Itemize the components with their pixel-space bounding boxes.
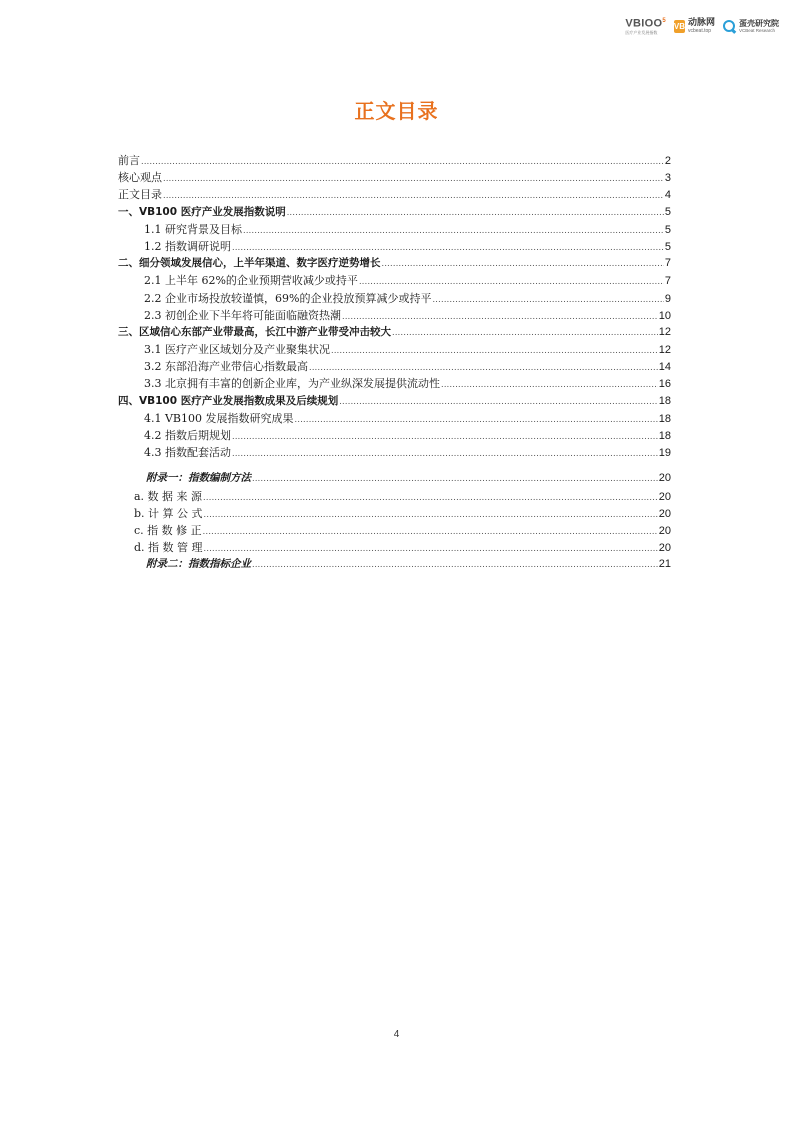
research-logo: [723, 20, 779, 34]
toc-leader-dots: [232, 428, 658, 445]
toc-entry[interactable]: [118, 204, 671, 221]
toc-entry-page: 20: [658, 542, 671, 555]
toc-leader-dots: [295, 411, 658, 428]
magnifier-icon: [723, 20, 735, 32]
toc-entry-label: c. 指 数 修 正: [134, 523, 202, 537]
toc-entry-label: 3.1 医疗产业区域划分及产业聚集状况: [144, 343, 330, 357]
toc-leader-dots: [339, 393, 658, 410]
toc-entry-page: 7: [664, 257, 671, 270]
toc-entry-label: b. 计 算 公 式: [134, 506, 203, 520]
toc-entry-label: 附录一：指数编制方法: [146, 472, 251, 485]
vb100-logo: [625, 18, 666, 35]
vb100-logo-text: VBIOO$^5$: [625, 17, 666, 30]
toc-leader-dots: [163, 170, 664, 187]
toc-entry-label: 前言: [118, 154, 140, 167]
toc-entry-page: 20: [658, 507, 671, 520]
toc-entry-page: 16: [658, 378, 671, 391]
toc-entry[interactable]: [118, 169, 671, 186]
toc-entry-page: 12: [658, 344, 671, 357]
toc-leader-dots: [331, 342, 658, 359]
toc-entry-page: 21: [658, 558, 671, 571]
toc-leader-dots: [204, 506, 658, 523]
toc-entry-label: 4.2 指数后期规划: [144, 429, 231, 442]
toc-entry[interactable]: [118, 152, 671, 169]
toc-entry-label: 4.3 指数配套活动: [144, 446, 231, 460]
toc-entry-label: 1.2 指数调研说明: [144, 239, 231, 253]
toc-entry-page: 5: [664, 240, 671, 253]
toc-entry-label: 附录二：指数指标企业: [146, 558, 251, 571]
toc-entry-label: 正文目录: [118, 188, 162, 202]
toc-entry-page: 14: [658, 361, 671, 374]
toc-entry-label: 4.1 VB100 发展指数研究成果: [144, 411, 294, 425]
toc-entry[interactable]: [118, 255, 671, 272]
toc-entry-page: 18: [658, 412, 671, 425]
toc-entry[interactable]: [118, 341, 671, 358]
page-title: 正文目录: [354, 99, 439, 123]
toc-leader-dots: [232, 445, 658, 462]
vcbeat-logo: [674, 19, 715, 34]
toc-entry-label: 核心观点: [118, 171, 162, 185]
toc-entry-label: 四、VB100 医疗产业发展指数成果及后续规划: [118, 394, 339, 407]
toc-entry-page: 20: [658, 490, 671, 503]
toc-entry-label: 一、VB100 医疗产业发展指数说明: [118, 205, 286, 218]
toc-leader-dots: [252, 470, 658, 487]
toc-entry-label: a. 数 据 来 源: [134, 489, 203, 503]
header-logos: [625, 18, 779, 35]
toc-entry-page: 2: [664, 155, 671, 167]
toc-entry[interactable]: [118, 505, 671, 522]
toc-entry[interactable]: [118, 272, 671, 289]
toc-leader-dots: [243, 222, 664, 239]
toc-leader-dots: [232, 239, 664, 256]
toc-entry-page: 7: [664, 275, 671, 288]
toc-entry-label: 三、区域信心东部产业带最高，长江中游产业带受冲击较大: [118, 325, 391, 338]
toc-entry[interactable]: [118, 427, 671, 444]
toc-entry[interactable]: [118, 522, 671, 539]
toc-entry[interactable]: [118, 186, 671, 203]
toc-entry-label: 2.2 企业市场投放较谨慎，69%的企业投放预算减少或持平: [144, 291, 432, 305]
toc-leader-dots: [342, 308, 658, 325]
toc-entry[interactable]: [118, 556, 671, 573]
toc-leader-dots: [203, 489, 658, 506]
toc-leader-dots: [432, 291, 663, 308]
toc-leader-dots: [309, 359, 658, 376]
toc-entry[interactable]: [118, 358, 671, 375]
toc-entry[interactable]: [118, 324, 671, 341]
toc-entry[interactable]: [118, 375, 671, 392]
toc-entry-page: 20: [658, 472, 671, 485]
research-logo-text: 蛋壳研究院: [739, 18, 779, 28]
page-number: 4: [393, 1029, 400, 1040]
toc-leader-dots: [359, 273, 664, 290]
toc-leader-dots: [382, 255, 664, 272]
toc-entry-page: 10: [658, 309, 671, 322]
toc-entry[interactable]: [118, 221, 671, 238]
toc-entry-page: 20: [658, 524, 671, 537]
toc-leader-dots: [441, 376, 658, 393]
toc-entry-label: 3.2 东部沿海产业带信心指数最高: [144, 360, 308, 374]
toc-entry-page: 18: [658, 394, 671, 407]
toc-entry[interactable]: [118, 393, 671, 410]
toc-entry[interactable]: [118, 470, 671, 487]
toc-entry[interactable]: [118, 410, 671, 427]
toc-entry-label: 1.1 研究背景及目标: [144, 222, 242, 236]
toc-leader-dots: [204, 540, 658, 557]
toc-leader-dots: [287, 204, 664, 221]
research-logo-subtitle: VCBeat Research: [739, 27, 776, 33]
vb100-logo-subtitle: 医疗产业发展指数: [625, 29, 658, 35]
toc-entry-page: 3: [664, 172, 671, 185]
toc-entry-page: 19: [658, 447, 671, 460]
toc-entry-page: 18: [658, 430, 671, 442]
toc-leader-dots: [141, 153, 664, 170]
toc-leader-dots: [203, 523, 658, 540]
vcbeat-logo-text: 动脉网: [687, 17, 715, 28]
toc-entry-page: 9: [664, 292, 671, 305]
toc-entry-page: 5: [664, 205, 671, 218]
toc-entry[interactable]: [118, 444, 671, 461]
toc-leader-dots: [252, 556, 658, 573]
toc-entry[interactable]: [118, 539, 671, 556]
toc-entry[interactable]: [118, 238, 671, 255]
toc-entry-page: 5: [664, 223, 671, 236]
toc-entry-page: 4: [664, 189, 671, 202]
toc-entry[interactable]: [118, 290, 671, 307]
toc-leader-dots: [392, 324, 658, 341]
toc-leader-dots: [163, 187, 664, 204]
vcbeat-logo-url: vcbeat.top: [687, 27, 712, 34]
toc-entry[interactable]: [118, 307, 671, 324]
toc-entry-label: 3.3 北京拥有丰富的创新企业库，为产业纵深发展提供流动性: [144, 377, 440, 391]
table-of-contents: [118, 152, 671, 574]
toc-entry-label: 2.1 上半年 62%的企业预期营收减少或持平: [144, 274, 358, 288]
toc-entry-label: 二、细分领域发展信心，上半年渠道、数字医疗逆势增长: [118, 257, 381, 270]
toc-entry-label: 2.3 初创企业下半年将可能面临融资热潮: [144, 308, 341, 322]
toc-entry[interactable]: [118, 488, 671, 505]
toc-entry-label: d. 指 数 管 理: [134, 541, 203, 555]
vcbeat-logo-mark: VB: [673, 21, 686, 31]
toc-entry-page: 12: [658, 325, 671, 338]
